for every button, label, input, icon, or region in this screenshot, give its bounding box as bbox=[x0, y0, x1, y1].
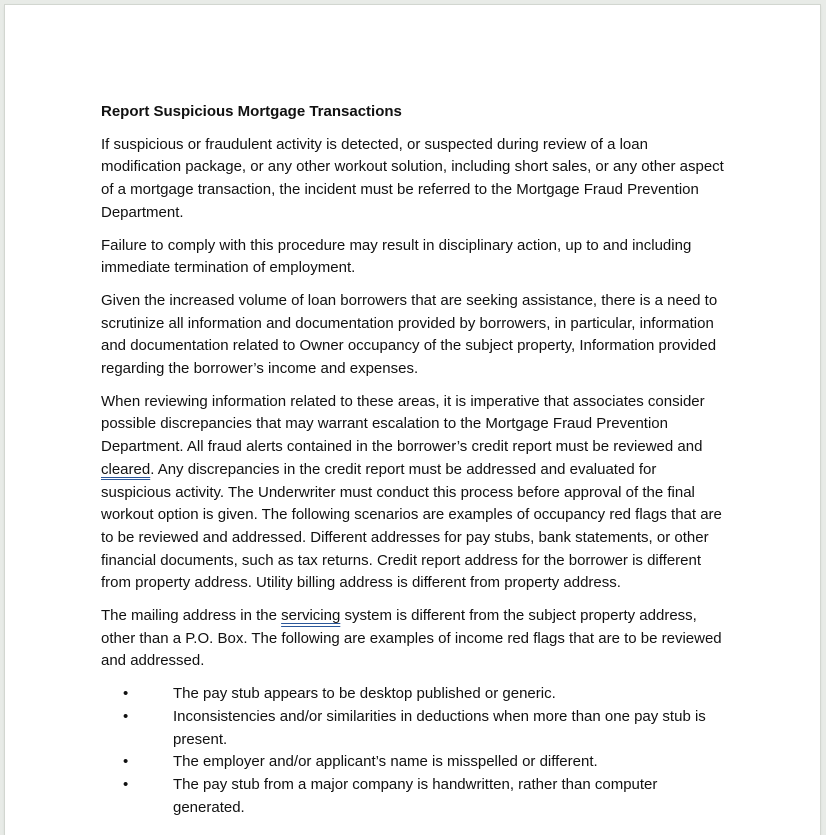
list-item bbox=[101, 774, 727, 819]
paragraph: Given the increased volume of loan borrowers that are seeking assistance, there is a need to scrutinize all information and documentation provided by borrowers, in particular, information and documentation related to Owner occupancy of the subject property, Information provided regarding the borrower’s income and expenses. bbox=[101, 291, 718, 378]
list-item-text: Inconsistencies and/or similarities in deductions when more than one pay stub is present. bbox=[173, 707, 706, 748]
list-item-text: The pay stub from a major company is handwritten, rather than computer generated. bbox=[173, 775, 658, 816]
bullet-icon: • bbox=[123, 753, 129, 771]
bullet-icon: • bbox=[123, 685, 129, 703]
list-item-text: The employer and/or applicant’s name is misspelled or different. bbox=[173, 753, 598, 771]
document-body[interactable] bbox=[101, 101, 727, 819]
document-heading: Report Suspicious Mortgage Transactions bbox=[101, 103, 402, 120]
bullet-list bbox=[101, 683, 727, 819]
list-item-text: The pay stub appears to be desktop published or generic. bbox=[173, 685, 556, 703]
paragraph-text: system is different from the subject property address, other than a P.O. Box. The following are examples of income red flags that are to be reviewed and addressed. bbox=[101, 607, 722, 670]
paragraph bbox=[101, 605, 727, 673]
document-page[interactable] bbox=[5, 5, 820, 835]
bullet-icon: • bbox=[123, 707, 129, 725]
grammar-flagged-word[interactable]: cleared bbox=[101, 460, 151, 478]
paragraph: Failure to comply with this procedure may result in disciplinary action, up to and including immediate termination of employment. bbox=[101, 236, 692, 277]
grammar-flagged-word[interactable]: servicing bbox=[281, 607, 341, 625]
list-item bbox=[101, 706, 727, 751]
paragraph: If suspicious or fraudulent activity is detected, or suspected during review of a loan modification package, or any other workout solution, including short sales, or any other aspect of a mortgage transaction, the incident must be referred to the Mortgage Fraud Prevention Department. bbox=[101, 135, 724, 221]
list-item bbox=[101, 751, 727, 774]
paragraph-text: When reviewing information related to these areas, it is imperative that associates consider possible discrepancies that may warrant escalation to the Mortgage Fraud Prevention Department. All fraud alerts contained in the borrower’s credit report must be reviewed and bbox=[101, 392, 705, 456]
paragraph-text: The mailing address in the bbox=[101, 607, 282, 625]
paragraph bbox=[101, 391, 727, 595]
list-item bbox=[101, 683, 727, 706]
paragraph-text: . Any discrepancies in the credit report must be addressed and evaluated for suspicious activity. The Underwriter must conduct this process before approval of the final workout option is given. The following scenarios are examples of occupancy red flags that are to be reviewed and addressed. Different addresses for pay stubs, bank statements, or other financial documents, such as tax returns. Credit report address for the borrower is different from property address. Utility billing address is different from property address. bbox=[101, 460, 722, 592]
bullet-icon: • bbox=[123, 775, 129, 793]
